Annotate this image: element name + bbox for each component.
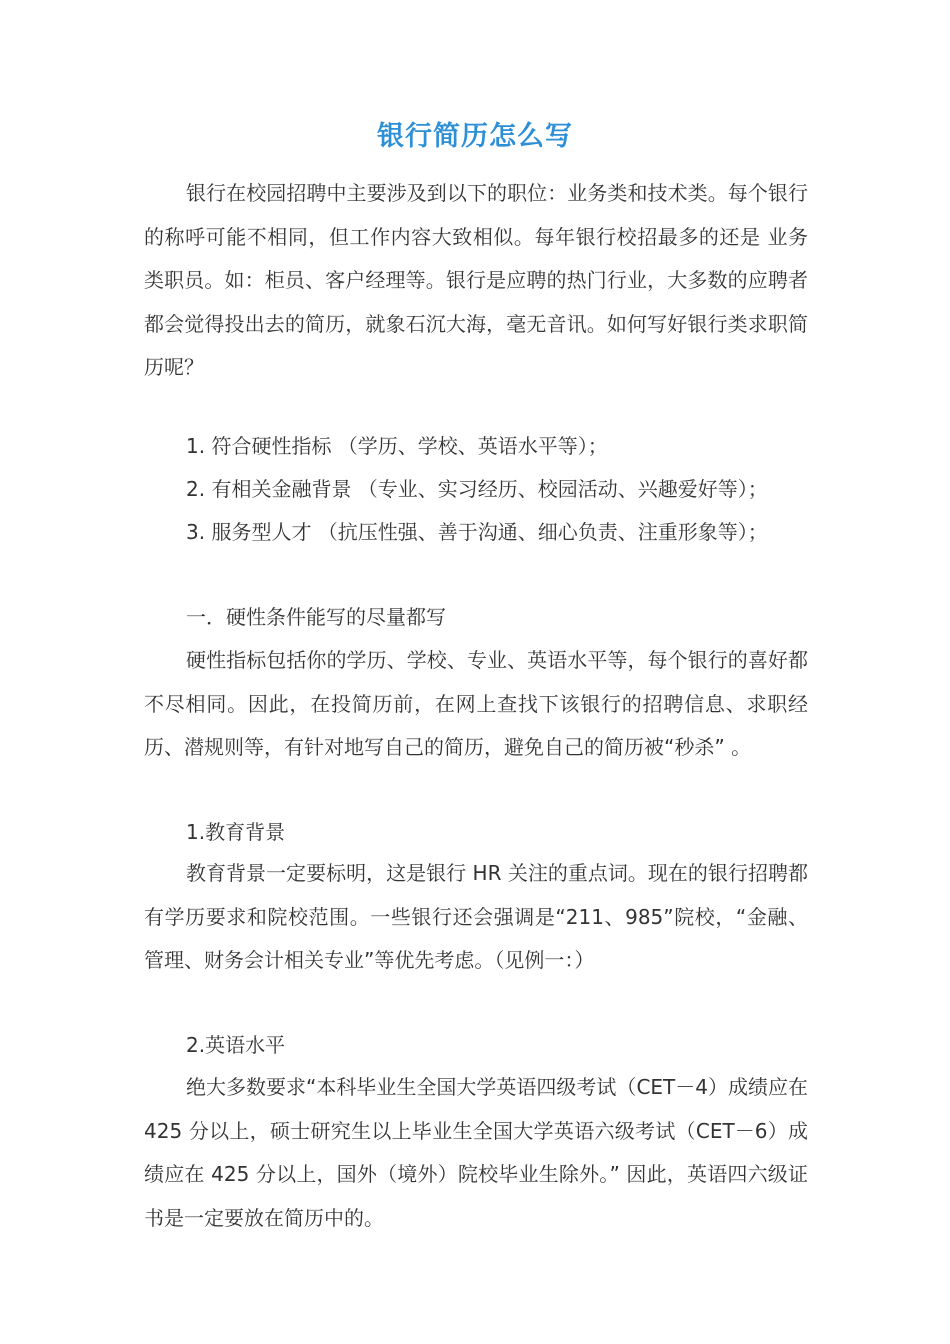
list-item-1: 1. 符合硬性指标 （学历、学校、英语水平等）； — [186, 434, 608, 458]
section-1-heading: 一．硬性条件能写的尽量都写 — [186, 605, 446, 629]
subsection-2-heading: 2.英语水平 — [186, 1033, 286, 1057]
subsection-1-body: 教育背景一定要标明，这是银行 HR 关注的重点词。现在的银行招聘都有学历要求和院校范围。一些银行还会强调是“211、985”院校，“金融、管理、财务会计相关专业”等优先考虑。（见例一：） — [144, 861, 808, 972]
section-1-body: 硬性指标包括你的学历、学校、专业、英语水平等，每个银行的喜好都不尽相同。因此，在投简历前，在网上查找下该银行的招聘信息、求职经历、潜规则等，有针对地写自己的简历，避免自己的简历被“秒杀” 。 — [144, 648, 808, 759]
document-title: 银行简历怎么写 — [377, 121, 573, 152]
list-item-3: 3. 服务型人才 （抗压性强、善于沟通、细心负责、注重形象等）； — [186, 520, 768, 544]
subsection-1-heading: 1.教育背景 — [186, 820, 286, 844]
subsection-2-body: 绝大多数要求“本科毕业生全国大学英语四级考试（CET－4）成绩应在 425 分以上，硕士研究生以上毕业生全国大学英语六级考试（CET－6）成绩应在 425 分以上，国外（境外）院校毕业生除外。” 因此，英语四六级证书是一定要放在简历中的。 — [144, 1075, 808, 1230]
intro-paragraph: 银行在校园招聘中主要涉及到以下的职位：业务类和技术类。每个银行的称呼可能不相同，但工作内容大致相似。每年银行校招最多的还是 业务类职员。如：柜员、客户经理等。银行是应聘的热门行业，大多数的应聘者都会觉得投出去的简历，就象石沉大海，毫无音讯。如何写好银行类求职简历呢？ — [144, 181, 808, 379]
list-item-2: 2. 有相关金融背景 （专业、实习经历、校园活动、兴趣爱好等）； — [186, 477, 768, 501]
